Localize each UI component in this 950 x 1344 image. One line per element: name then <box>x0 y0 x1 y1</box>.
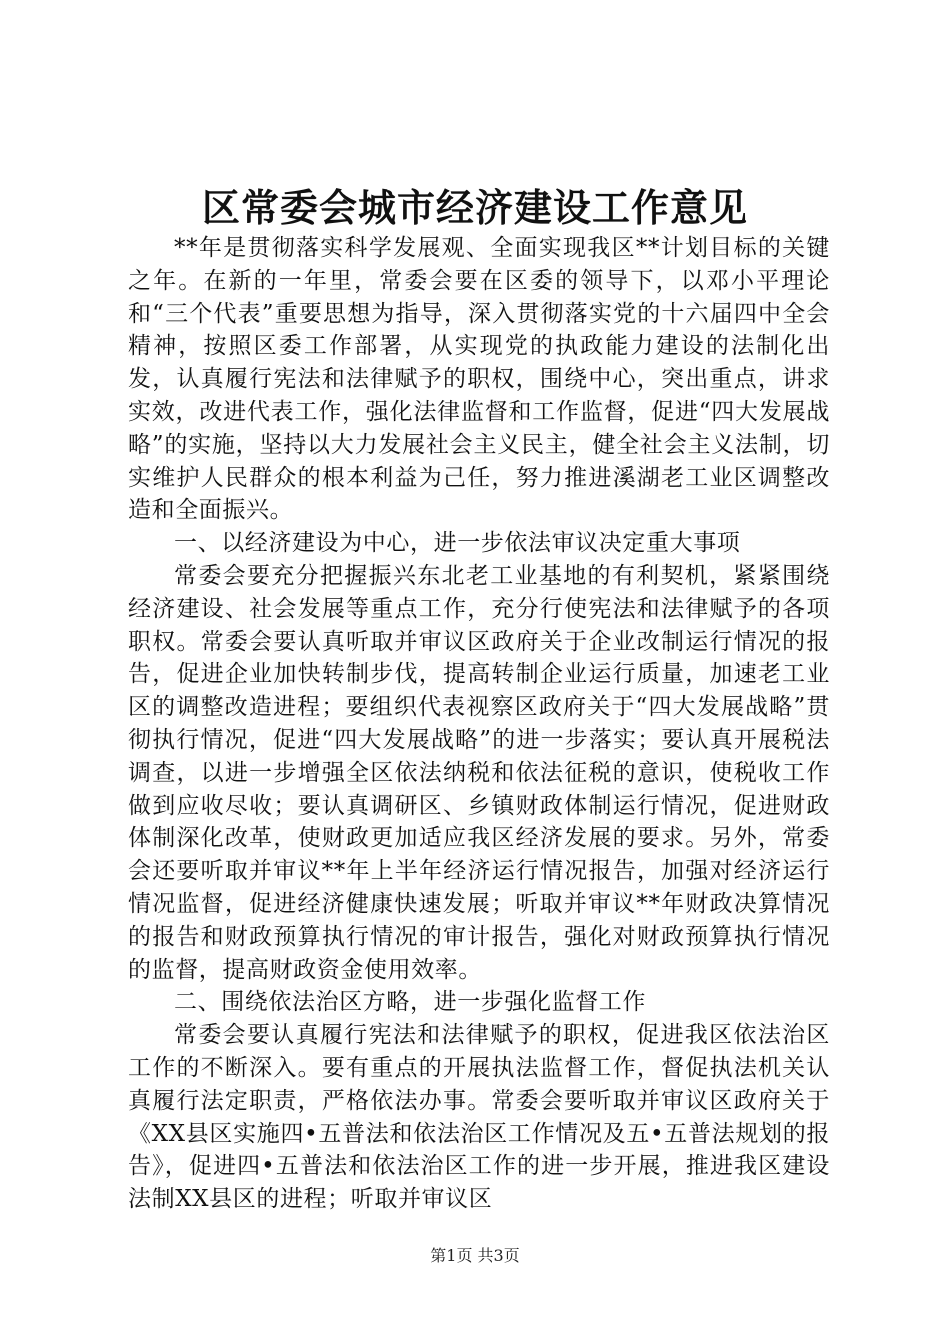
intro-paragraph: **年是贯彻落实科学发展观、全面实现我区**计划目标的关键之年。在新的一年里，常委会要在区委的领导下，以邓小平理论和“三个代表”重要思想为指导，深入贯彻落实党的十六届四中全会精神，按照区委工作部署，从实现党的执政能力建设的法制化出发，认真履行宪法和法律赋予的职权，围绕中心，突出重点，讲求实效，改进代表工作，强化法律监督和工作监督，促进“四大发展战略”的实施，坚持以大力发展社会主义民主，健全社会主义法制，切实维护人民群众的根本利益为己任，努力推进溪湖老工业区调整改造和全面振兴。 <box>128 235 830 524</box>
section-2-paragraph: 常委会要认真履行宪法和法律赋予的职权，促进我区依法治区工作的不断深入。要有重点的开展执法监督工作，督促执法机关认真履行法定职责，严格依法办事。常委会要听取并审议区政府关于《XX县区实施四•五普法和依法治区工作情况及五•五普法规划的报告》，促进四•五普法和依法治区工作的进一步开展，推进我区建设法制XX县区的进程；听取并审议区 <box>128 1022 830 1213</box>
document-body <box>128 232 830 1216</box>
section-heading-1: 一、以经济建设为中心，进一步依法审议决定重大事项 <box>174 530 741 557</box>
page-footer: 第1页 共3页 <box>430 1246 520 1265</box>
section-1-paragraph: 常委会要充分把握振兴东北老工业基地的有利契机，紧紧围绕经济建设、社会发展等重点工作，充分行使宪法和法律赋予的各项职权。常委会要认真听取并审议区政府关于企业改制运行情况的报告，促进企业加快转制步伐，提高转制企业运行质量，加速老工业区的调整改造进程；要组织代表视察区政府关于“四大发展战略”贯彻执行情况，促进“四大发展战略”的进一步落实；要认真开展税法调查，以进一步增强全区依法纳税和依法征税的意识，使税收工作做到应收尽收；要认真调研区、乡镇财政体制运行情况，促进财政体制深化改革，使财政更加适应我区经济发展的要求。另外，常委会还要听取并审议**年上半年经济运行情况报告，加强对经济运行情况监督，促进经济健康快速发展；听取并审议**年财政决算情况的报告和财政预算执行情况的审计报告，强化对财政预算执行情况的监督，提高财政资金使用效率。 <box>128 562 830 983</box>
document-title: 区常委会城市经济建设工作意见 <box>201 185 748 230</box>
section-heading-2: 二、围绕依法治区方略，进一步强化监督工作 <box>174 989 646 1016</box>
